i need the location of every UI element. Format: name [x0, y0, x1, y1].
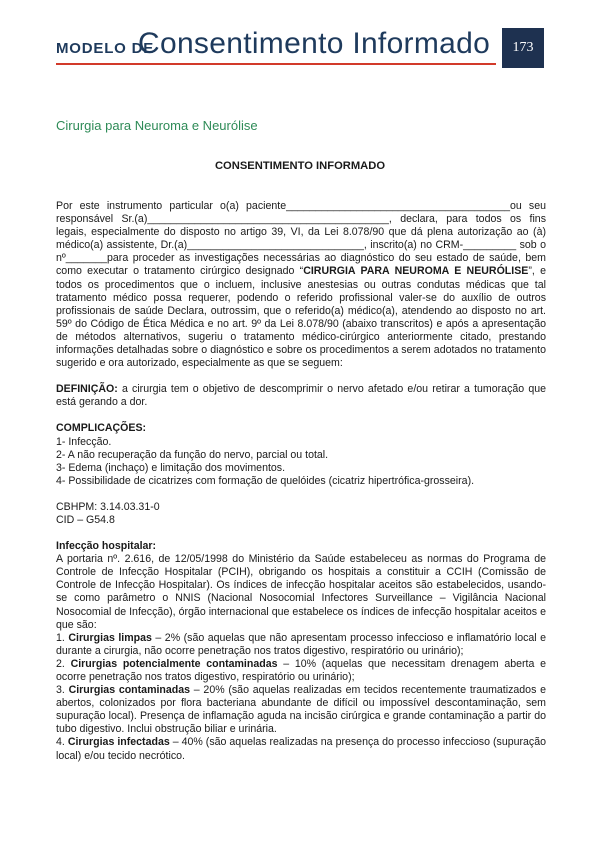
page-number: 173 — [502, 28, 544, 68]
definition-paragraph — [56, 383, 546, 409]
document-body — [56, 200, 546, 763]
infection-label: Infecção hospitalar: — [56, 540, 157, 553]
infection-item: 4. Cirurgias infectadas – 40% (são aquelas realizadas na presença do processo infeccioso (supuração local) e/ou tecido necrótico. — [56, 736, 546, 762]
infection-paragraph: A portaria nº. 2.616, de 12/05/1998 do Ministério da Saúde estabeleceu as normas do Programa de Controle de Infecção Hospitalar (PCIH), obrigando os hospitais a constituir a CCIH (Comissão de Controle de Infecção Hospitalar). Os índices de infecção hospitalar aceitos são estabelecidos, usando-se como parâmetro o NNIS (Nacional Nosocomial Infectores Surveillance – Vigilância Nacional Nosocomial de Infecção), órgão internacional que estabelece os índices de infecção hospitalar aceitos e que são: — [56, 553, 546, 631]
infection-item: 2. Cirurgias potencialmente contaminadas – 10% (aquelas que necessitam drenagem aberta e ocorre penetração nos tratos digestivo, respiratório ou urinário); — [56, 657, 546, 683]
cid-code: CID – G54.8 — [56, 513, 115, 526]
procedure-name: CIRURGIA PARA NEUROMA E NEURÓLISE — [303, 265, 529, 278]
complications-label: COMPLICAÇÕES: — [56, 422, 147, 435]
header-title: Consentimento Informado — [138, 27, 491, 60]
definition-label: DEFINIÇÃO: — [56, 383, 118, 396]
cbhpm-code: CBHPM: 3.14.03.31-0 — [56, 500, 160, 513]
intro-text-a: Por este instrumento particular o(a) paciente______________________________________ou seu responsável Sr.(a)_________________________________________, declara, para todos os fins legais, especialmente do disposto no artigo 39, VI, da Lei 8.078/90 que dá plena autorização ao (à) médico(a) assistente, Dr.(a)______________________________, inscrito(a) no CRM-_________ sob o nº_______para proceder as investigações necessárias ao diagnóstico do seu estado de saúde, bem como executar o tratamento cirúrgico designado “ — [56, 200, 546, 278]
infection-item: 3. Cirurgias contaminadas – 20% (são aquelas realizadas em tecidos recentemente traumatizados e abertos, colonizados por flora bacteriana abundante de difícil ou impossível descontaminação, sem supuração local). Presença de inflamação aguda na incisão cirúrgica e grande contaminação a partir do tubo digestivo. Inclui obstrução biliar e urinária. — [56, 684, 547, 736]
page-header — [0, 0, 600, 70]
intro-paragraph — [56, 200, 546, 370]
complication-item: 2- A não recuperação da função do nervo, parcial ou total. — [56, 448, 329, 461]
complication-item: 4- Possibilidade de cicatrizes com formação de quelóides (cicatriz hipertrófica-grosseira). — [56, 474, 475, 487]
document-title: CONSENTIMENTO INFORMADO — [214, 160, 386, 172]
section-title: Cirurgia para Neuroma e Neurólise — [56, 118, 258, 133]
infection-item: 1. Cirurgias limpas – 2% (são aquelas que não apresentam processo infeccioso e inflamatório local e durante a cirurgia, não ocorre penetração nos tratos digestivo, respiratório ou urinário); — [56, 631, 547, 657]
intro-text-b: ”, e todos os procedimentos que o incluem, inclusive anestesias ou outras condutas médicas que tal tratamento médico possa requerer, podendo o referido profissional valer-se do auxílio de outros profissionais de saúde Declara, outrossim, que o referido(a) médico(a), atendendo ao disposto no art. 59º do Código de Ética Médica e no art. 9º da Lei 8.078/90 (abaixo transcritos) e após a apresentação de métodos alternativos, sugeriu o tratamento médico-cirúrgico anteriormente citado, prestando informações detalhadas sobre o diagnóstico e sobre os procedimentos a serem adotados no tratamento sugerido e ora autorizado, especialmente as que se seguem: — [56, 265, 547, 370]
complication-item: 1- Infecção. — [56, 435, 112, 448]
complication-item: 3- Edema (inchaço) e limitação dos movimentos. — [56, 461, 286, 474]
header-rule — [56, 63, 496, 65]
definition-text: a cirurgia tem o objetivo de descomprimir o nervo afetado e/ou retirar a tumoração que está gerando a dor. — [56, 383, 546, 409]
header-prefix: MODELO DE — [56, 40, 155, 57]
